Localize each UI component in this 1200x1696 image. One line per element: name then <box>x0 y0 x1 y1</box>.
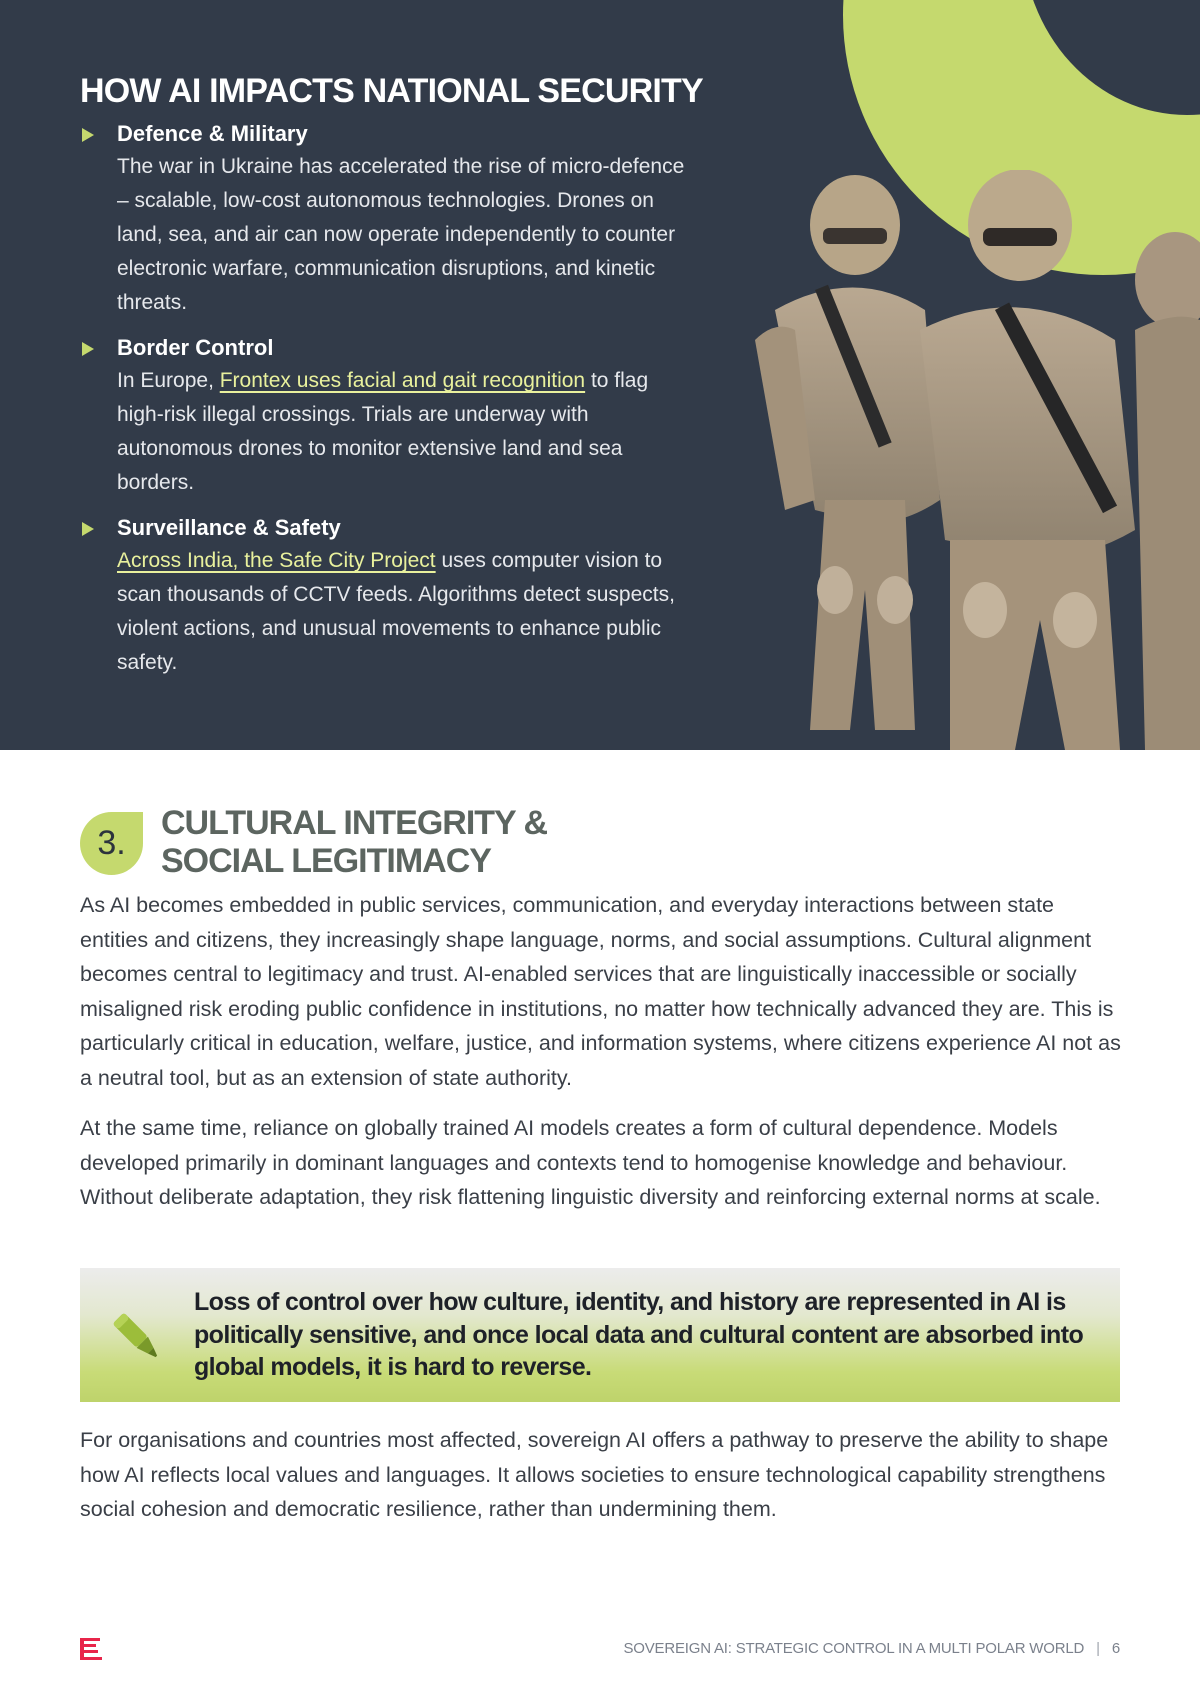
footer-separator: | <box>1096 1640 1100 1657</box>
list-item-border-control <box>80 332 690 500</box>
item-heading: Defence & Military <box>117 121 308 146</box>
page-number: 6 <box>1111 1640 1120 1657</box>
page-footer <box>623 1640 1120 1657</box>
list-item-surveillance <box>80 512 690 680</box>
highlighter-icon <box>104 1304 172 1372</box>
item-heading: Surveillance & Safety <box>117 515 341 540</box>
section-number-badge: 3. <box>80 812 143 875</box>
callout-box <box>80 1268 1120 1402</box>
item-text: In Europe, Frontex uses facial and gait recognition to flag high-risk illegal crossings. Trials are underway with autonomous drones to monitor extensive land and sea borders. <box>117 369 649 494</box>
impact-list <box>80 118 690 692</box>
item-text: Across India, the Safe City Project uses computer vision to scan thousands of CCTV feeds. Algorithms detect suspects, violent actions, and unusual movements to enhance public safety. <box>117 549 675 674</box>
soldiers-photo <box>755 170 1200 750</box>
callout-text: Loss of control over how culture, identity, and history are represented in AI is politically sensitive, and once local data and cultural content are absorbed into global models, it is hard to reverse. <box>194 1288 1084 1381</box>
item-text: The war in Ukraine has accelerated the rise of micro-defence – scalable, low-cost autonomous technologies. Drones on land, sea, and air can now operate independently to counter electronic warfare, communication disruptions, and kinetic threats. <box>117 155 685 314</box>
footer-title: SOVEREIGN AI: STRATEGIC CONTROL IN A MULTI POLAR WORLD <box>623 1640 1085 1657</box>
safe-city-link[interactable]: Across India, the Safe City Project <box>117 549 436 572</box>
paragraph-2: At the same time, reliance on globally trained AI models creates a form of cultural dependence. Models developed primarily in dominant languages and contexts tend to homogenise knowledge and behaviour. Without deliberate adaptation, they risk flattening linguistic diversity and reinforcing external norms at scale. <box>80 1116 1101 1209</box>
triangle-bullet-icon <box>82 342 94 356</box>
item-heading: Border Control <box>117 335 274 360</box>
hero-panel <box>0 0 1200 750</box>
list-item-defence <box>80 118 690 320</box>
triangle-bullet-icon <box>82 522 94 536</box>
hero-title: HOW AI IMPACTS NATIONAL SECURITY <box>80 72 703 110</box>
frontex-link[interactable]: Frontex uses facial and gait recognition <box>219 369 586 392</box>
paragraph-1: As AI becomes embedded in public services, communication, and everyday interactions between state entities and citizens, they increasingly shape language, norms, and social assumptions. Cultural alignment becomes central to legitimacy and trust. AI-enabled services that are linguistically inaccessible or socially misaligned risk eroding public confidence in institutions, no matter how technically advanced they are. This is particularly critical in education, welfare, justice, and information systems, where citizens experience AI not as a neutral tool, but as an extension of state authority. <box>80 893 1121 1090</box>
brand-logo-icon <box>80 1638 102 1660</box>
triangle-bullet-icon <box>82 128 94 142</box>
paragraph-3: For organisations and countries most affected, sovereign AI offers a pathway to preserve the ability to shape how AI reflects local values and languages. It allows societies to ensure technological capability strengthens social cohesion and democratic resilience, rather than undermining them. <box>80 1428 1109 1521</box>
section-title: CULTURAL INTEGRITY & SOCIAL LEGITIMACY <box>161 804 548 880</box>
